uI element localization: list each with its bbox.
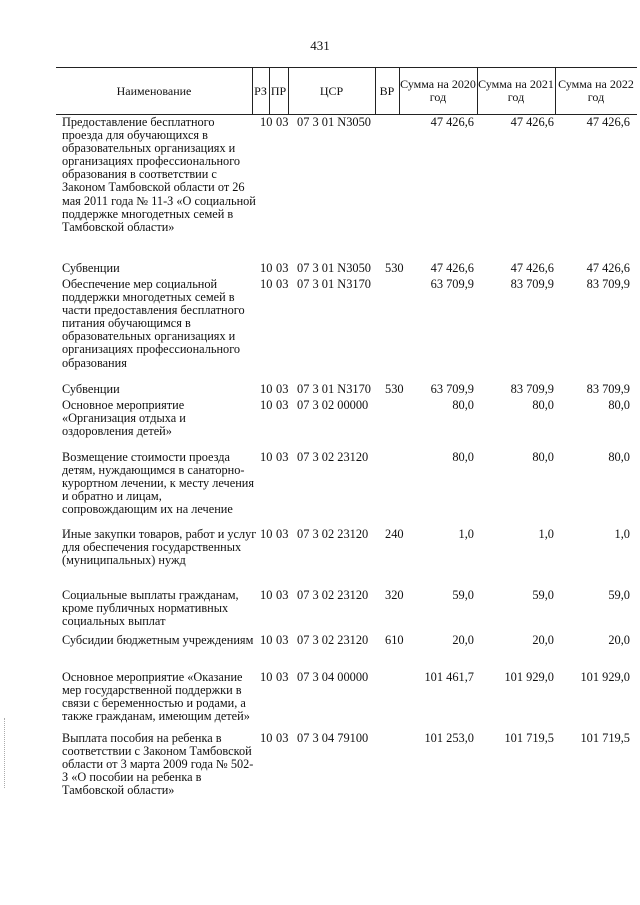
row-sum-2020: 59,0: [452, 588, 474, 602]
row-sum-2021: 101 719,5: [504, 731, 554, 745]
header-pr: ПР: [270, 83, 287, 98]
row-pr: 03: [276, 115, 289, 129]
row-sum-2020: 63 709,9: [430, 382, 474, 396]
row-name: Основное мероприятие «Организация отдыха и оздоровления детей»: [62, 398, 186, 439]
row-sum-2020: 63 709,9: [430, 277, 474, 291]
header-csr: ЦСР: [319, 83, 344, 98]
row-sum-2022: 59,0: [608, 588, 630, 602]
row-name: Основное мероприятие «Оказание мер государственной поддержки в связи с беременностью и родами, а также гражданам, имеющим детей»: [62, 670, 250, 724]
header-vr: ВР: [379, 83, 395, 98]
row-vr: 610: [385, 633, 404, 647]
row-csr: 07 3 02 00000: [297, 398, 369, 412]
row-sum-2022: 83 709,9: [586, 382, 630, 396]
row-pr: 03: [276, 261, 289, 275]
row-rz: 10: [260, 731, 273, 745]
row-sum-2020: 101 253,0: [424, 731, 474, 745]
page-number: 431: [310, 38, 330, 53]
scan-margin-marks: [4, 718, 7, 788]
row-sum-2020: 80,0: [452, 398, 474, 412]
row-pr: 03: [276, 527, 289, 541]
row-sum-2022: 47 426,6: [586, 115, 630, 129]
row-sum-2021: 83 709,9: [510, 382, 554, 396]
header-sum-2021: Сумма на 2021 год: [478, 77, 554, 104]
row-sum-2020: 20,0: [452, 633, 474, 647]
row-sum-2022: 80,0: [608, 450, 630, 464]
row-pr: 03: [276, 633, 289, 647]
row-sum-2021: 83 709,9: [510, 277, 554, 291]
row-rz: 10: [260, 670, 273, 684]
row-csr: 07 3 02 23120: [297, 527, 369, 541]
row-sum-2022: 101 929,0: [580, 670, 630, 684]
row-csr: 07 3 01 N3050: [297, 115, 371, 129]
row-sum-2021: 101 929,0: [504, 670, 554, 684]
row-sum-2022: 83 709,9: [586, 277, 630, 291]
header-rz: РЗ: [254, 83, 267, 98]
row-csr: 07 3 02 23120: [297, 633, 369, 647]
row-pr: 03: [276, 450, 289, 464]
row-sum-2022: 101 719,5: [580, 731, 630, 745]
row-pr: 03: [276, 398, 289, 412]
row-pr: 03: [276, 588, 289, 602]
row-pr: 03: [276, 277, 289, 291]
row-pr: 03: [276, 382, 289, 396]
row-rz: 10: [260, 261, 273, 275]
row-vr: 530: [385, 261, 404, 275]
row-sum-2021: 47 426,6: [510, 115, 554, 129]
row-sum-2020: 80,0: [452, 450, 474, 464]
row-rz: 10: [260, 450, 273, 464]
row-sum-2022: 1,0: [614, 527, 630, 541]
row-sum-2022: 47 426,6: [586, 261, 630, 275]
row-sum-2021: 20,0: [532, 633, 554, 647]
row-rz: 10: [260, 398, 273, 412]
row-csr: 07 3 01 N3170: [297, 382, 371, 396]
row-rz: 10: [260, 588, 273, 602]
row-sum-2021: 80,0: [532, 398, 554, 412]
row-name: Предоставление бесплатного проезда для обучающихся в образовательных организациях и организациях профессионального образования в соответствии с Законом Тамбовской области от 26 мая 2011 года № 11-З «О социальной поддержке многодетных семей в Тамбовской области»: [62, 115, 256, 234]
row-rz: 10: [260, 382, 273, 396]
row-vr: 530: [385, 382, 404, 396]
row-rz: 10: [260, 277, 273, 291]
row-rz: 10: [260, 527, 273, 541]
header-sum-2022: Сумма на 2022 год: [558, 77, 634, 104]
row-csr: 07 3 02 23120: [297, 588, 369, 602]
row-name: Субвенции: [62, 382, 120, 396]
row-csr: 07 3 04 00000: [297, 670, 369, 684]
header-sum-2020: Сумма на 2020 год: [400, 77, 476, 104]
row-sum-2021: 59,0: [532, 588, 554, 602]
row-pr: 03: [276, 731, 289, 745]
row-sum-2021: 1,0: [538, 527, 554, 541]
row-sum-2020: 101 461,7: [424, 670, 474, 684]
row-sum-2020: 47 426,6: [430, 115, 474, 129]
row-sum-2020: 1,0: [458, 527, 474, 541]
row-name: Социальные выплаты гражданам, кроме публичных нормативных социальных выплат: [62, 588, 239, 629]
row-pr: 03: [276, 670, 289, 684]
row-sum-2021: 80,0: [532, 450, 554, 464]
row-csr: 07 3 04 79100: [297, 731, 369, 745]
row-sum-2021: 47 426,6: [510, 261, 554, 275]
row-vr: 240: [385, 527, 404, 541]
row-name: Выплата пособия на ребенка в соответствии с Законом Тамбовской области от 3 марта 2009 года № 502-З «О пособии на ребенка в Тамбовской области»: [62, 731, 254, 798]
row-rz: 10: [260, 633, 273, 647]
row-sum-2022: 80,0: [608, 398, 630, 412]
row-rz: 10: [260, 115, 273, 129]
table-header: [56, 67, 637, 115]
row-name: Обеспечение мер социальной поддержки многодетных семей в части предоставления бесплатного питания обучающимся в образовательных организациях и организациях профессионального образования: [62, 277, 245, 370]
row-csr: 07 3 02 23120: [297, 450, 369, 464]
row-csr: 07 3 01 N3050: [297, 261, 371, 275]
row-vr: 320: [385, 588, 404, 602]
row-name: Субсидии бюджетным учреждениям: [62, 633, 254, 647]
row-sum-2022: 20,0: [608, 633, 630, 647]
row-csr: 07 3 01 N3170: [297, 277, 371, 291]
row-name: Иные закупки товаров, работ и услуг для обеспечения государственных (муниципальных) нужд: [62, 527, 257, 568]
row-sum-2020: 47 426,6: [430, 261, 474, 275]
header-name: Наименование: [116, 83, 192, 98]
row-name: Возмещение стоимости проезда детям, нуждающимся в санаторно-курортном лечении, к месту лечения и обратно и лицам, сопровождающим их на лечение: [62, 450, 255, 517]
row-name: Субвенции: [62, 261, 120, 275]
